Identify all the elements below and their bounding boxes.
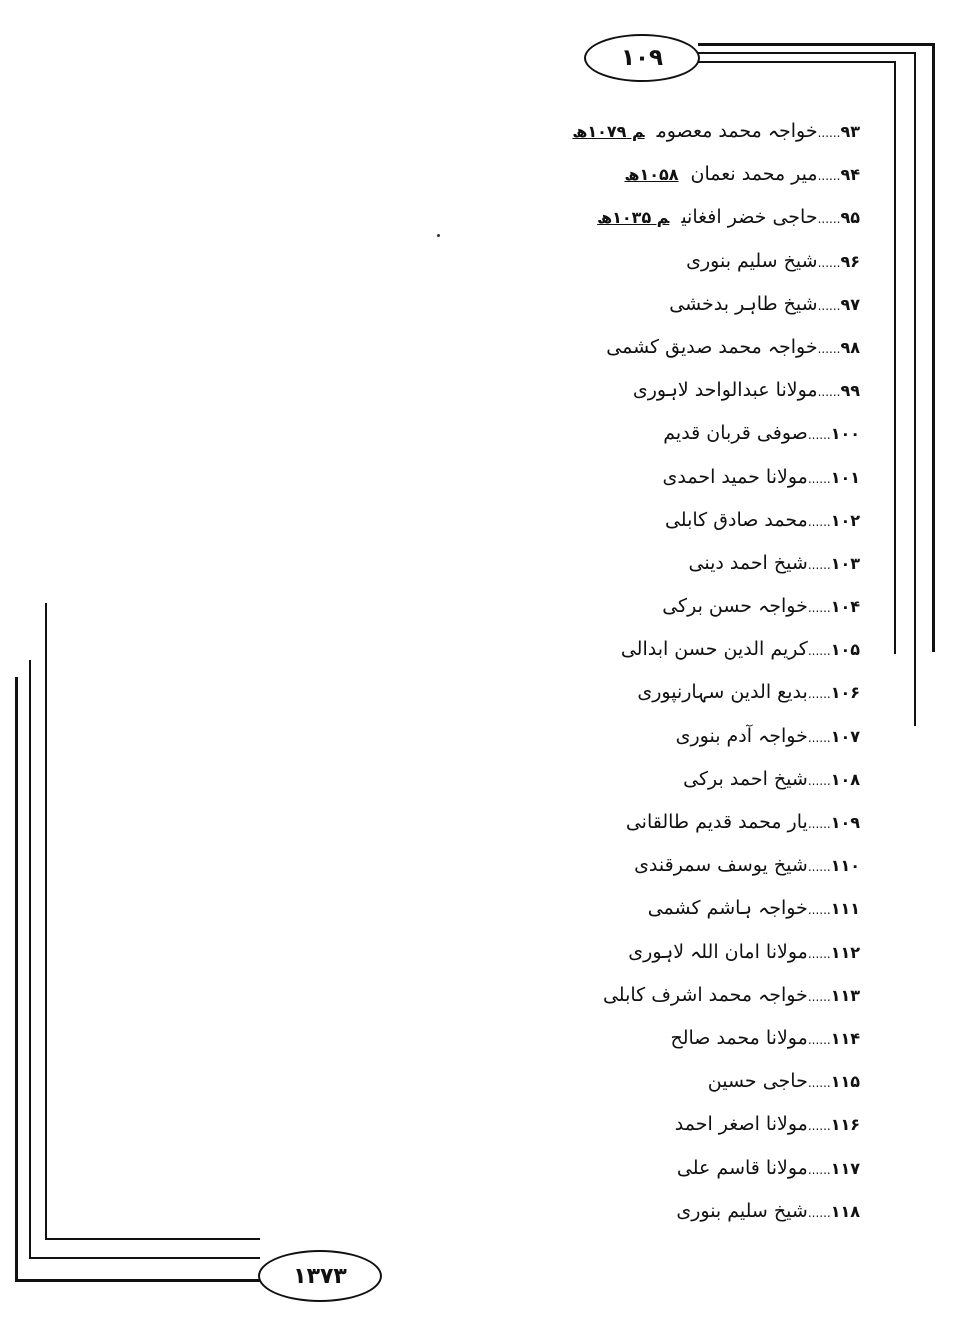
entry-name: مولانا حمید احمدی (662, 465, 808, 488)
entry-year: م ۱۰۳۵ھ (597, 208, 670, 228)
list-item (440, 240, 860, 283)
entry-number: ۱۰۵ (830, 640, 860, 660)
entry-leader-dots: ...... (807, 687, 831, 702)
entry-leader-dots: ...... (807, 773, 831, 788)
entry-leader-dots: ...... (807, 903, 831, 918)
list-item (440, 887, 860, 930)
entry-leader-dots: ...... (807, 557, 831, 572)
entry-name: شیخ یوسف سمرقندی (634, 854, 808, 877)
frame-line-right-3 (894, 61, 896, 654)
frame-line-bottom-3 (15, 1279, 260, 1282)
frame-line-left-3 (15, 677, 18, 1281)
entry-name: شیخ طاہر بدخشی (669, 292, 818, 315)
list-item (440, 412, 860, 455)
entry-number: ۱۱۷ (830, 1158, 860, 1178)
entry-number: ۱۰۰ (830, 424, 860, 444)
entry-leader-dots: ...... (807, 1032, 831, 1047)
entry-leader-dots: ...... (807, 428, 831, 443)
entry-leader-dots: ...... (817, 255, 841, 270)
page-number-top: ۱۰۹ (584, 34, 700, 82)
entry-number: ۹۶ (840, 251, 860, 271)
list-item (440, 369, 860, 412)
frame-line-top-1 (698, 43, 935, 46)
name-list (440, 110, 860, 1233)
entry-number: ۱۱۱ (830, 899, 860, 919)
entry-name: خواجہ محمد اشرف کابلی (602, 983, 808, 1006)
list-item (440, 801, 860, 844)
list-item (440, 499, 860, 542)
entry-name: صوفی قربان قدیم (663, 422, 808, 445)
entry-number: ۱۰۳ (830, 553, 860, 573)
entry-name: خواجہ آدم بنوری (675, 724, 808, 747)
list-item (440, 1060, 860, 1103)
entry-name: حاجی خضر افغانی (681, 206, 818, 229)
entry-leader-dots: ...... (807, 471, 831, 486)
frame-line-left-2 (29, 660, 31, 1258)
entry-leader-dots: ...... (807, 989, 831, 1004)
entry-number: ۱۰۶ (830, 683, 860, 703)
entry-year: ۱۰۵۸ھ (624, 165, 679, 185)
entry-name: میر محمد نعمان (690, 163, 818, 186)
list-item (440, 671, 860, 714)
list-item (440, 283, 860, 326)
entry-leader-dots: ...... (807, 514, 831, 529)
entry-number: ۱۰۲ (830, 510, 860, 530)
entry-name: حاجی حسین (707, 1070, 808, 1093)
entry-number: ۱۱۰ (830, 856, 860, 876)
entry-name: خواجہ محمد معصوم (656, 120, 818, 142)
entry-name: محمد صادق کابلی (664, 508, 808, 531)
list-item (440, 931, 860, 974)
entry-leader-dots: ...... (807, 1076, 831, 1091)
list-item (440, 1017, 860, 1060)
entry-leader-dots: ...... (807, 1162, 831, 1177)
list-item (440, 542, 860, 585)
entry-number: ۹۸ (840, 337, 860, 357)
entry-leader-dots: ...... (807, 817, 831, 831)
entry-number: ۹۹ (840, 381, 860, 401)
entry-leader-dots: ...... (817, 341, 841, 356)
entry-leader-dots: ...... (817, 169, 841, 184)
entry-name: خواجہ ہاشم کشمی (647, 897, 808, 920)
entry-name: خواجہ حسن برکی (662, 595, 808, 618)
entry-leader-dots: ...... (807, 644, 831, 659)
entry-number: ۹۷ (840, 294, 860, 314)
list-item (440, 326, 860, 369)
entry-number: ۱۱۸ (830, 1201, 860, 1221)
entry-number: ۱۱۶ (830, 1115, 860, 1135)
entry-name: خواجہ محمد صدیق کشمی (606, 335, 818, 358)
entry-number: ۱۰۹ (830, 813, 860, 832)
entry-leader-dots: ...... (807, 601, 831, 616)
entry-name: بدیع الدین سہارنپوری (637, 681, 808, 704)
entry-name: مولانا قاسم علی (676, 1156, 808, 1179)
entry-leader-dots: ...... (817, 298, 841, 313)
list-item (440, 153, 860, 196)
list-item (440, 758, 860, 801)
entry-number: ۱۱۲ (830, 942, 860, 962)
entry-leader-dots: ...... (817, 212, 841, 227)
entry-name: شیخ سلیم بنوری (686, 249, 818, 272)
frame-line-right-2 (914, 52, 916, 726)
entry-number: ۹۴ (840, 165, 860, 185)
entry-name: مولانا محمد صالح (670, 1026, 808, 1049)
list-item (440, 715, 860, 758)
list-item (440, 1190, 860, 1233)
frame-line-top-3 (698, 61, 896, 63)
frame-line-bottom-1 (45, 1238, 260, 1240)
entry-name: مولانا اصغر احمد (674, 1113, 808, 1136)
frame-line-right-1 (932, 43, 935, 652)
entry-number: ۱۱۵ (830, 1072, 860, 1092)
list-item (440, 974, 860, 1017)
entry-leader-dots: ...... (817, 385, 841, 400)
list-item (440, 844, 860, 887)
entry-leader-dots: ...... (807, 1205, 831, 1220)
entry-name: شیخ احمد دینی (688, 551, 808, 574)
entry-leader-dots: ...... (807, 946, 831, 961)
entry-number: ۱۰۱ (830, 467, 860, 487)
entry-leader-dots: ...... (807, 730, 831, 745)
entry-number: ۹۵ (840, 208, 860, 228)
entry-leader-dots: ...... (807, 860, 831, 875)
entry-number: ۱۱۴ (830, 1028, 860, 1048)
entry-number: ۱۰۸ (830, 769, 860, 789)
list-item (440, 456, 860, 499)
list-item (440, 110, 860, 153)
entry-number: ۱۰۷ (830, 726, 860, 746)
entry-name: شیخ سلیم بنوری (676, 1199, 808, 1222)
list-item (440, 196, 860, 239)
list-item (440, 1103, 860, 1146)
entry-leader-dots: ...... (807, 1119, 831, 1134)
list-item (440, 628, 860, 671)
entry-leader-dots: ...... (817, 126, 841, 140)
frame-line-bottom-2 (29, 1257, 260, 1259)
entry-name: یار محمد قدیم طالقانی (625, 811, 808, 833)
entry-name: کریم الدین حسن ابدالی (620, 638, 808, 661)
list-item (440, 1147, 860, 1190)
page-number-bottom: ۱۳۷۳ (258, 1250, 382, 1302)
frame-line-top-2 (698, 52, 916, 54)
entry-name: مولانا امان اللہ لاہوری (628, 940, 808, 963)
list-item (440, 585, 860, 628)
entry-name: شیخ احمد برکی (683, 767, 808, 790)
entry-number: ۱۰۴ (830, 597, 860, 617)
entry-year: م ۱۰۷۹ھ (572, 122, 645, 141)
entry-number: ۹۳ (840, 122, 860, 141)
entry-name: مولانا عبدالواحد لاہوری (632, 379, 818, 402)
frame-line-left-1 (45, 603, 47, 1240)
entry-number: ۱۱۳ (830, 985, 860, 1005)
